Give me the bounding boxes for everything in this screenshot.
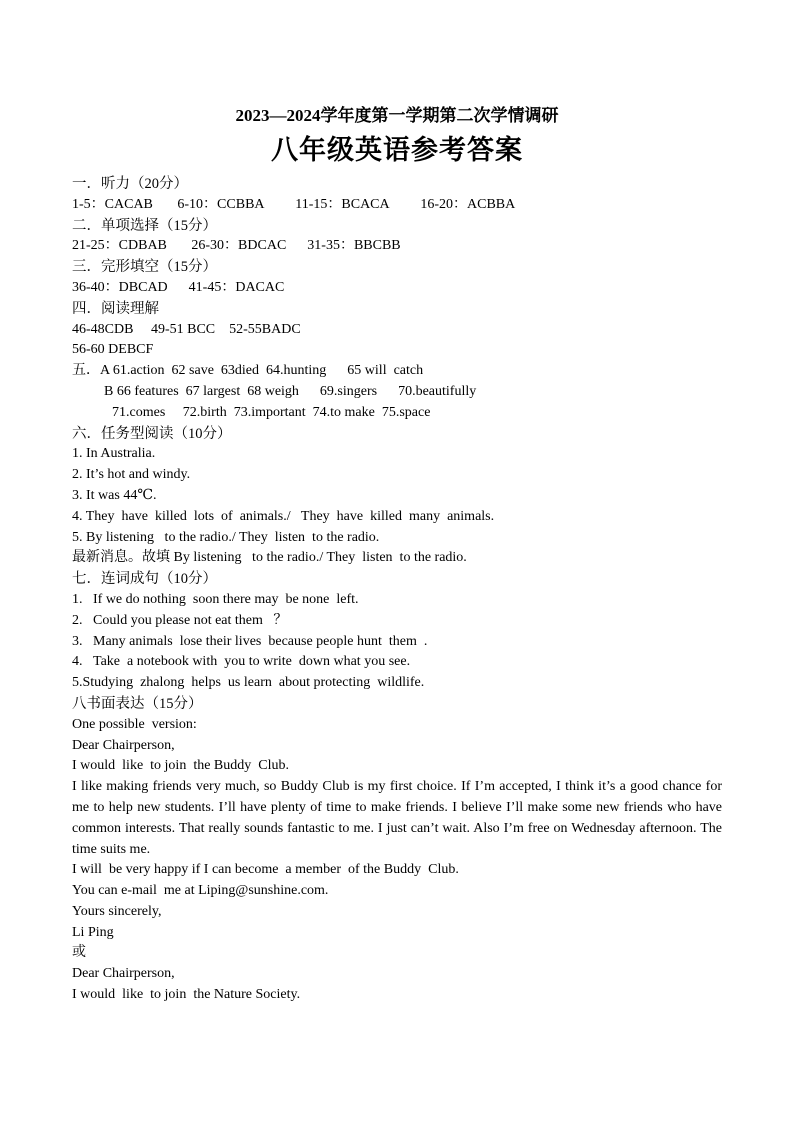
- sentence-text: Many animals lose their lives because people hunt them .: [93, 633, 428, 649]
- writing-line: Li Ping: [72, 924, 114, 940]
- answer-key-page: [72, 104, 722, 1006]
- writing-line: Dear Chairperson,: [72, 737, 175, 753]
- section-listening-heading: 一．听力（20分）: [72, 176, 188, 192]
- section-reading-heading: 四．阅读理解: [72, 300, 159, 317]
- section-sentence-heading: 七．连词成句（10分）: [72, 571, 217, 588]
- writing-line: I would like to join the Nature Society.: [72, 987, 301, 1003]
- section-cloze-heading: 三．完形填空（15分）: [72, 259, 217, 276]
- sentence-item: [72, 632, 722, 653]
- sentence-number: 2.: [72, 612, 83, 628]
- sentence-number: 1.: [72, 591, 83, 607]
- writing-line: I will be very happy if I can become a member of the Buddy Club.: [72, 862, 459, 878]
- sentence-text: If we do nothing soon there may be none left.: [93, 591, 359, 607]
- task-answer: 3. It was 44℃.: [72, 487, 157, 503]
- sentence-number: 4.: [72, 654, 83, 670]
- writing-line: Dear Chairperson,: [72, 966, 175, 982]
- sentence-item: [72, 611, 722, 632]
- writing-line: One possible version:: [72, 716, 197, 732]
- section-cloze-answers: 36-40：DBCAD 41-45：DACAC: [72, 279, 285, 295]
- answer-key-title: 八年级英语参考答案: [271, 135, 523, 165]
- sentence-number: 3.: [72, 633, 83, 649]
- writing-line: Yours sincerely,: [72, 903, 162, 919]
- section-choice-heading: 二．单项选择（15分）: [72, 217, 217, 234]
- writing-line: 或: [72, 945, 86, 961]
- task-answer: 5. By listening to the radio./ They listen to the radio.: [72, 529, 380, 545]
- writing-paragraph: I like making friends very much, so Buddy Club is my first choice. If I’m accepted, I think it’s a good chance for me to help new students. I’ll have plenty of time to make friends. I believe I’ll make some new friends who have common interests. That really sounds fantastic to me. I just can’t wait. Also I’m free on Wednesday afternoon. The time suits me.: [72, 779, 722, 857]
- writing-line: You can e-mail me at Liping@sunshine.com.: [72, 883, 329, 899]
- section-choice-answers: 21-25：CDBAB 26-30：BDCAC 31-35：BBCBB: [72, 238, 401, 254]
- sentence-list: [72, 590, 722, 673]
- section-task-reading-heading: 六．任务型阅读（10分）: [72, 425, 232, 442]
- writing-line: I would like to join the Buddy Club.: [72, 758, 289, 774]
- section-five-line-a: 五．A 61.action 62 save 63died 64.hunting 65 will catch: [72, 363, 424, 379]
- sentence-text: Take a notebook with you to write down what you see.: [93, 654, 411, 670]
- sentence-item: [72, 652, 722, 673]
- task-answer: 4. They have killed lots of animals./ They have killed many animals.: [72, 508, 495, 524]
- section-writing-heading: 八书面表达（15分）: [72, 695, 203, 712]
- section-five-line-b: B 66 features 67 largest 68 weigh 69.singers 70.beautifully: [104, 383, 477, 399]
- section-reading-answers-1: 46-48CDB 49-51 BCC 52-55BADC: [72, 321, 301, 337]
- sentence-item-5: 5.Studying zhalong helps us learn about protecting wildlife.: [72, 675, 425, 691]
- task-answer: 2. It’s hot and windy.: [72, 467, 191, 483]
- section-listening-answers: 1-5：CACAB 6-10：CCBBA 11-15：BCACA 16-20：ACBBA: [72, 196, 516, 212]
- sentence-text: Could you please not eat them ？: [93, 612, 288, 628]
- exam-title: 2023—2024学年度第一学期第二次学情调研: [235, 106, 559, 125]
- section-reading-answers-2: 56-60 DEBCF: [72, 342, 154, 358]
- task-note: 最新消息。故填 By listening to the radio./ They listen to the radio.: [72, 550, 467, 566]
- task-answer: 1. In Australia.: [72, 446, 156, 462]
- sentence-item: [72, 590, 722, 611]
- section-five-line-c: 71.comes 72.birth 73.important 74.to make 75.space: [112, 404, 431, 420]
